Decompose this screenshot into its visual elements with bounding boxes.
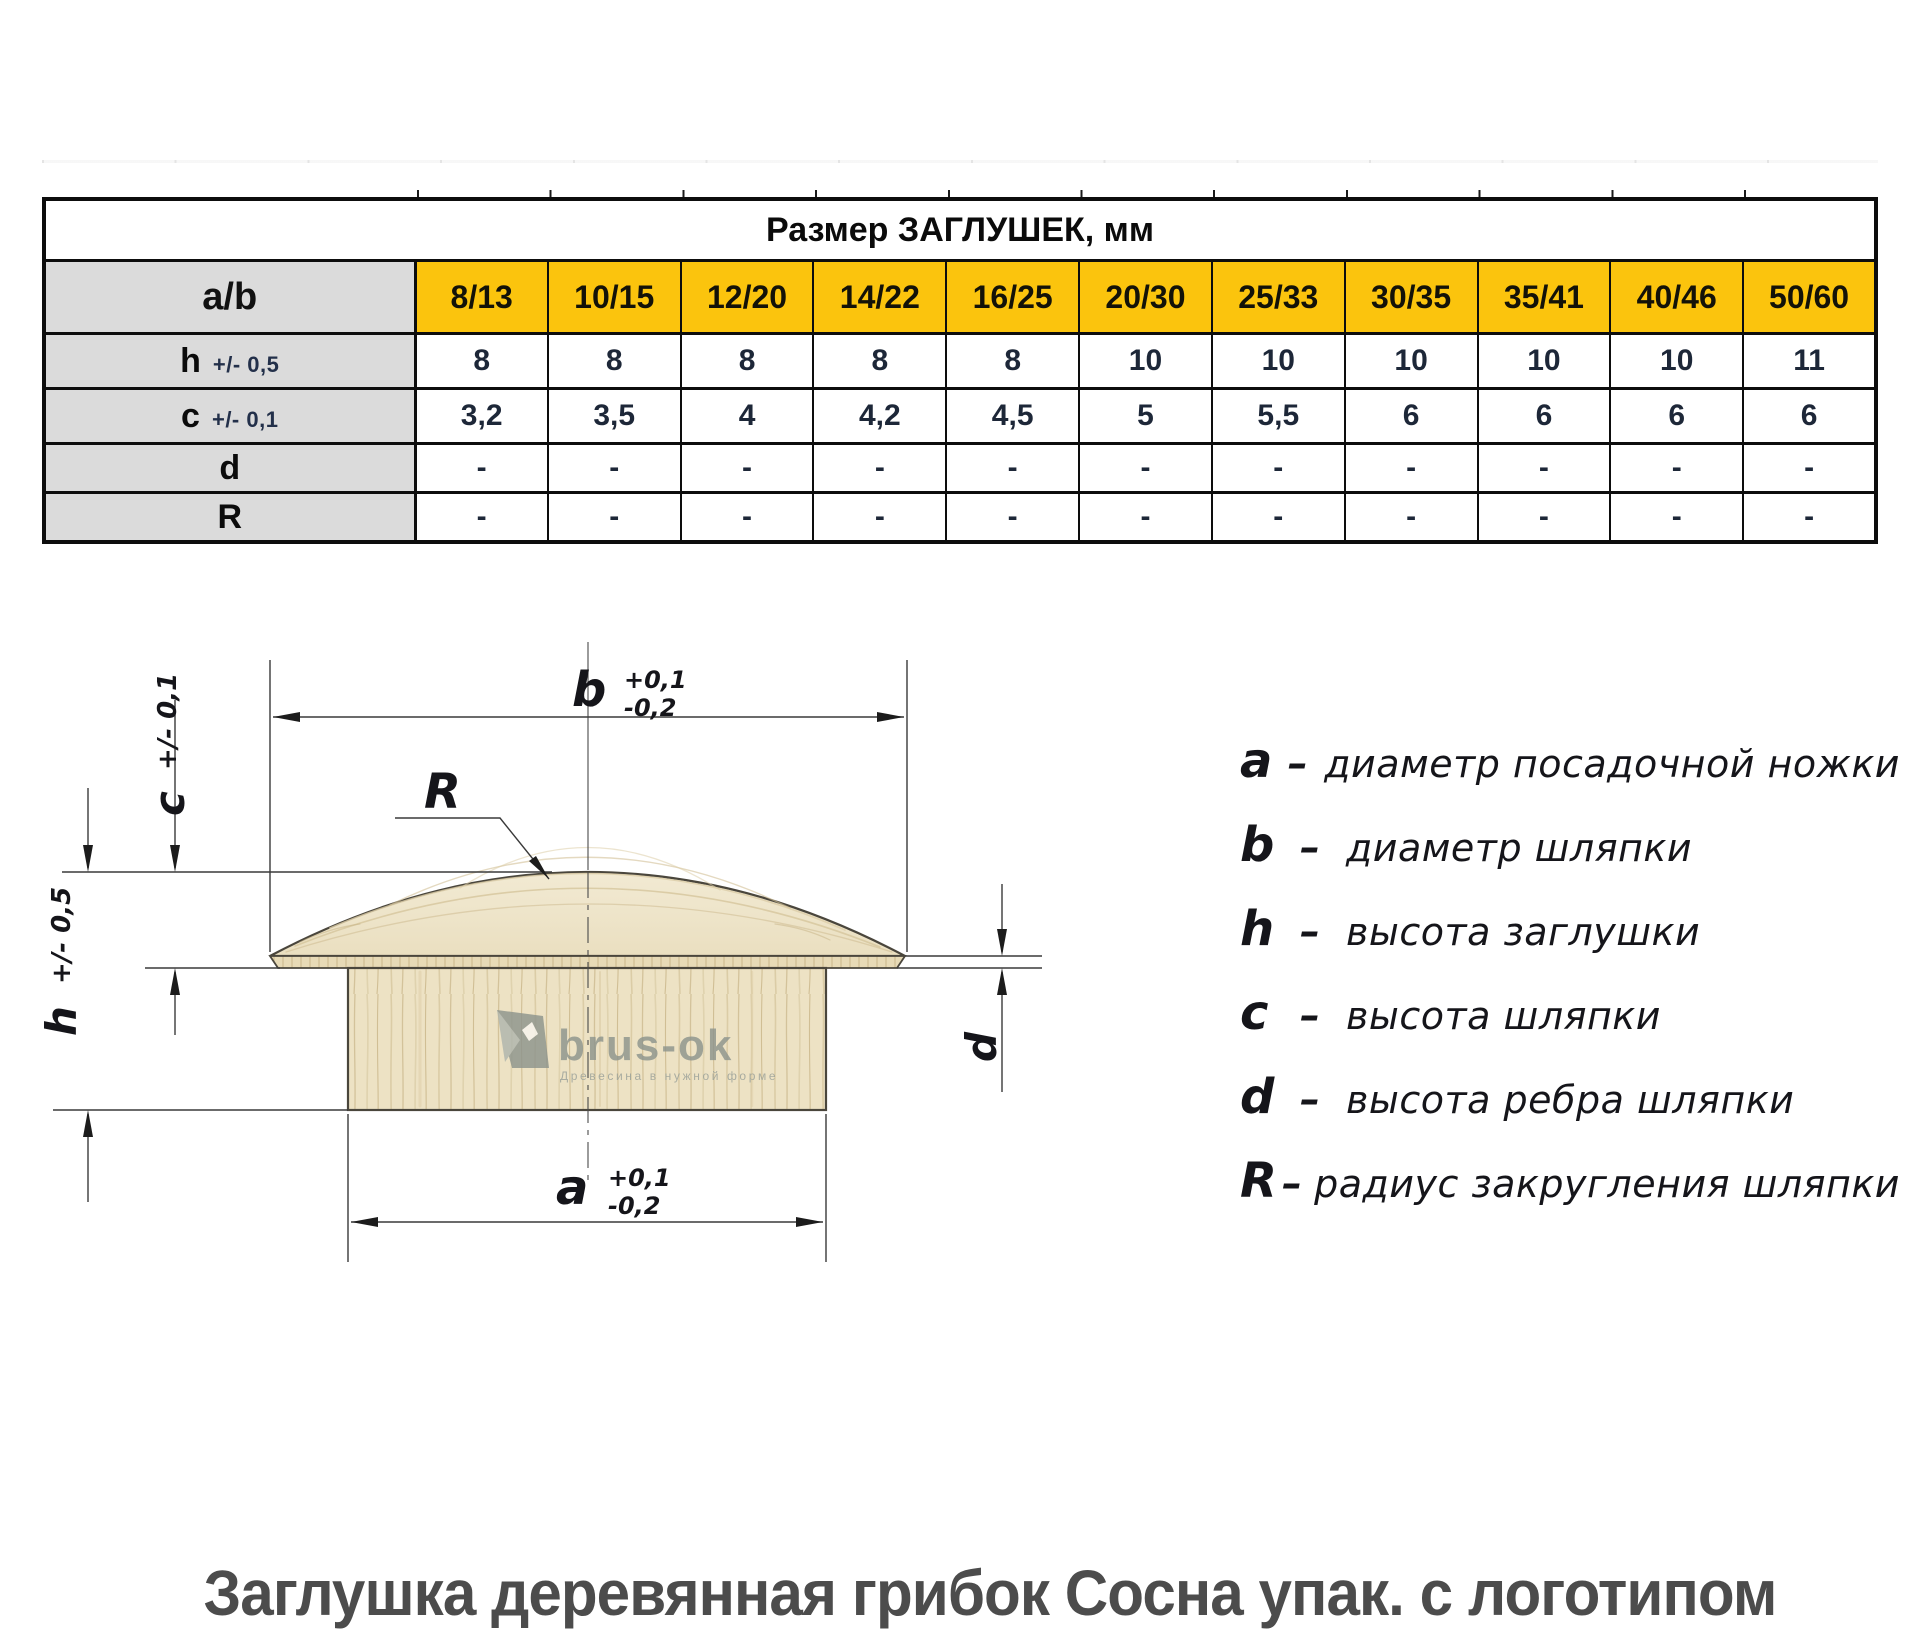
legend-letter: c (1240, 985, 1269, 1041)
table-cell: - (1212, 444, 1345, 493)
table-cell: - (1610, 444, 1743, 493)
table-cell: - (415, 444, 548, 493)
plug-body (270, 642, 905, 1185)
table-cell: - (813, 493, 946, 543)
table-cell: 10 (1212, 334, 1345, 389)
dim-d-letter: d (957, 1031, 1006, 1062)
dimension-a (348, 1114, 826, 1262)
legend-letter: a (1240, 733, 1273, 789)
dimension-c (145, 673, 194, 1035)
table-cell: - (1478, 493, 1611, 543)
legend-letter: R (1240, 1153, 1277, 1209)
dimension-d (957, 884, 1007, 1092)
table-cell: - (946, 444, 1079, 493)
table-cell: 4 (681, 389, 814, 444)
dim-R-letter: R (424, 764, 461, 820)
legend-dash: – (1300, 909, 1320, 955)
table-cell: 8 (681, 334, 814, 389)
legend-letter: d (1240, 1069, 1275, 1125)
legend-dash: – (1300, 993, 1320, 1039)
table-cell: 10 (1610, 334, 1743, 389)
dimension-legend (1240, 733, 1900, 1237)
table-cell: - (1079, 444, 1212, 493)
col-header: 16/25 (946, 261, 1079, 334)
legend-description: высота заглушки (1346, 910, 1701, 954)
legend-item-R (1240, 1153, 1900, 1209)
col-header: 25/33 (1212, 261, 1345, 334)
row-letter: h (180, 341, 201, 380)
corner-cell: a/b (44, 261, 415, 334)
legend-description: диаметр посадочной ножки (1324, 742, 1900, 786)
table-cell: - (946, 493, 1079, 543)
table-cell: - (415, 493, 548, 543)
brusok-logo-icon (497, 1010, 549, 1068)
table-cell: 10 (1345, 334, 1478, 389)
row-letter: c (181, 396, 200, 435)
table-cell: 6 (1610, 389, 1743, 444)
table-cell: 6 (1478, 389, 1611, 444)
dim-b-tol-plus: +0,1 (624, 666, 687, 694)
legend-description: диаметр шляпки (1346, 826, 1693, 870)
dim-a-tol-minus: -0,2 (608, 1192, 661, 1220)
legend-letter: h (1240, 901, 1275, 957)
table-cell: - (1212, 493, 1345, 543)
dim-b-letter: b (572, 662, 607, 718)
table-title: Размер ЗАГЛУШЕК, мм (44, 199, 1876, 261)
watermark-brand: brus-ok (558, 1021, 734, 1070)
legend-description: радиус закругления шляпки (1314, 1162, 1900, 1206)
col-header: 20/30 (1079, 261, 1212, 334)
dim-h-tolerance: +/- 0,5 (47, 886, 77, 984)
table-cell: 4,2 (813, 389, 946, 444)
row-tolerance: +/- 0,1 (211, 406, 279, 432)
legend-item-c (1240, 985, 1900, 1041)
table-cell: - (813, 444, 946, 493)
dim-a-letter: a (556, 1160, 589, 1216)
table-cell: - (1743, 444, 1876, 493)
col-header: 50/60 (1743, 261, 1876, 334)
legend-dash: – (1287, 741, 1308, 787)
col-header: 8/13 (415, 261, 548, 334)
table-cell: 3,5 (548, 389, 681, 444)
legend-item-h (1240, 901, 1900, 957)
table-cell: - (681, 493, 814, 543)
table-cell: - (1345, 444, 1478, 493)
table-cell: 6 (1743, 389, 1876, 444)
table-cell: - (548, 493, 681, 543)
watermark-tagline: Древесина в нужной форме (560, 1069, 779, 1083)
legend-item-b (1240, 817, 1900, 873)
dim-b-tol-minus: -0,2 (624, 694, 677, 722)
dimension-h (37, 788, 93, 1202)
table-cell: 3,2 (415, 389, 548, 444)
table-cell: - (548, 444, 681, 493)
dim-h-letter: h (37, 1006, 86, 1036)
col-header: 14/22 (813, 261, 946, 334)
legend-item-a (1240, 733, 1900, 789)
table-cell: - (1478, 444, 1611, 493)
col-header: 40/46 (1610, 261, 1743, 334)
table-cell: 8 (946, 334, 1079, 389)
table-cell: 8 (813, 334, 946, 389)
table-cell: 6 (1345, 389, 1478, 444)
table-cell: - (1079, 493, 1212, 543)
legend-description: высота шляпки (1346, 994, 1661, 1038)
col-header: 10/15 (548, 261, 681, 334)
table-cell: 5 (1079, 389, 1212, 444)
table-cell: 8 (548, 334, 681, 389)
table-cell: 10 (1079, 334, 1212, 389)
legend-dash: – (1281, 1161, 1302, 1207)
table-cell: 5,5 (1212, 389, 1345, 444)
col-header: 12/20 (681, 261, 814, 334)
product-title: Заглушка деревянная грибок Сосна упак. с логотипом (203, 1557, 1777, 1629)
dim-a-tol-plus: +0,1 (608, 1164, 671, 1192)
legend-dash: – (1300, 825, 1320, 871)
col-header: 35/41 (1478, 261, 1611, 334)
legend-letter: b (1240, 817, 1275, 873)
legend-description: высота ребра шляпки (1346, 1078, 1795, 1122)
table-cell: - (1345, 493, 1478, 543)
row-letter: R (217, 497, 243, 536)
col-header: 30/35 (1345, 261, 1478, 334)
table-cell: 10 (1478, 334, 1611, 389)
table-cell: 11 (1743, 334, 1876, 389)
row-letter: d (219, 448, 241, 487)
table-cell: 8 (415, 334, 548, 389)
dim-c-tolerance: +/- 0,1 (153, 672, 183, 770)
dim-c-letter: c (145, 791, 194, 816)
table-cell: - (1610, 493, 1743, 543)
table-cell: - (1743, 493, 1876, 543)
table-cell: 4,5 (946, 389, 1079, 444)
legend-dash: – (1300, 1077, 1320, 1123)
legend-item-d (1240, 1069, 1900, 1125)
row-tolerance: +/- 0,5 (212, 351, 280, 377)
table-cell: - (681, 444, 814, 493)
